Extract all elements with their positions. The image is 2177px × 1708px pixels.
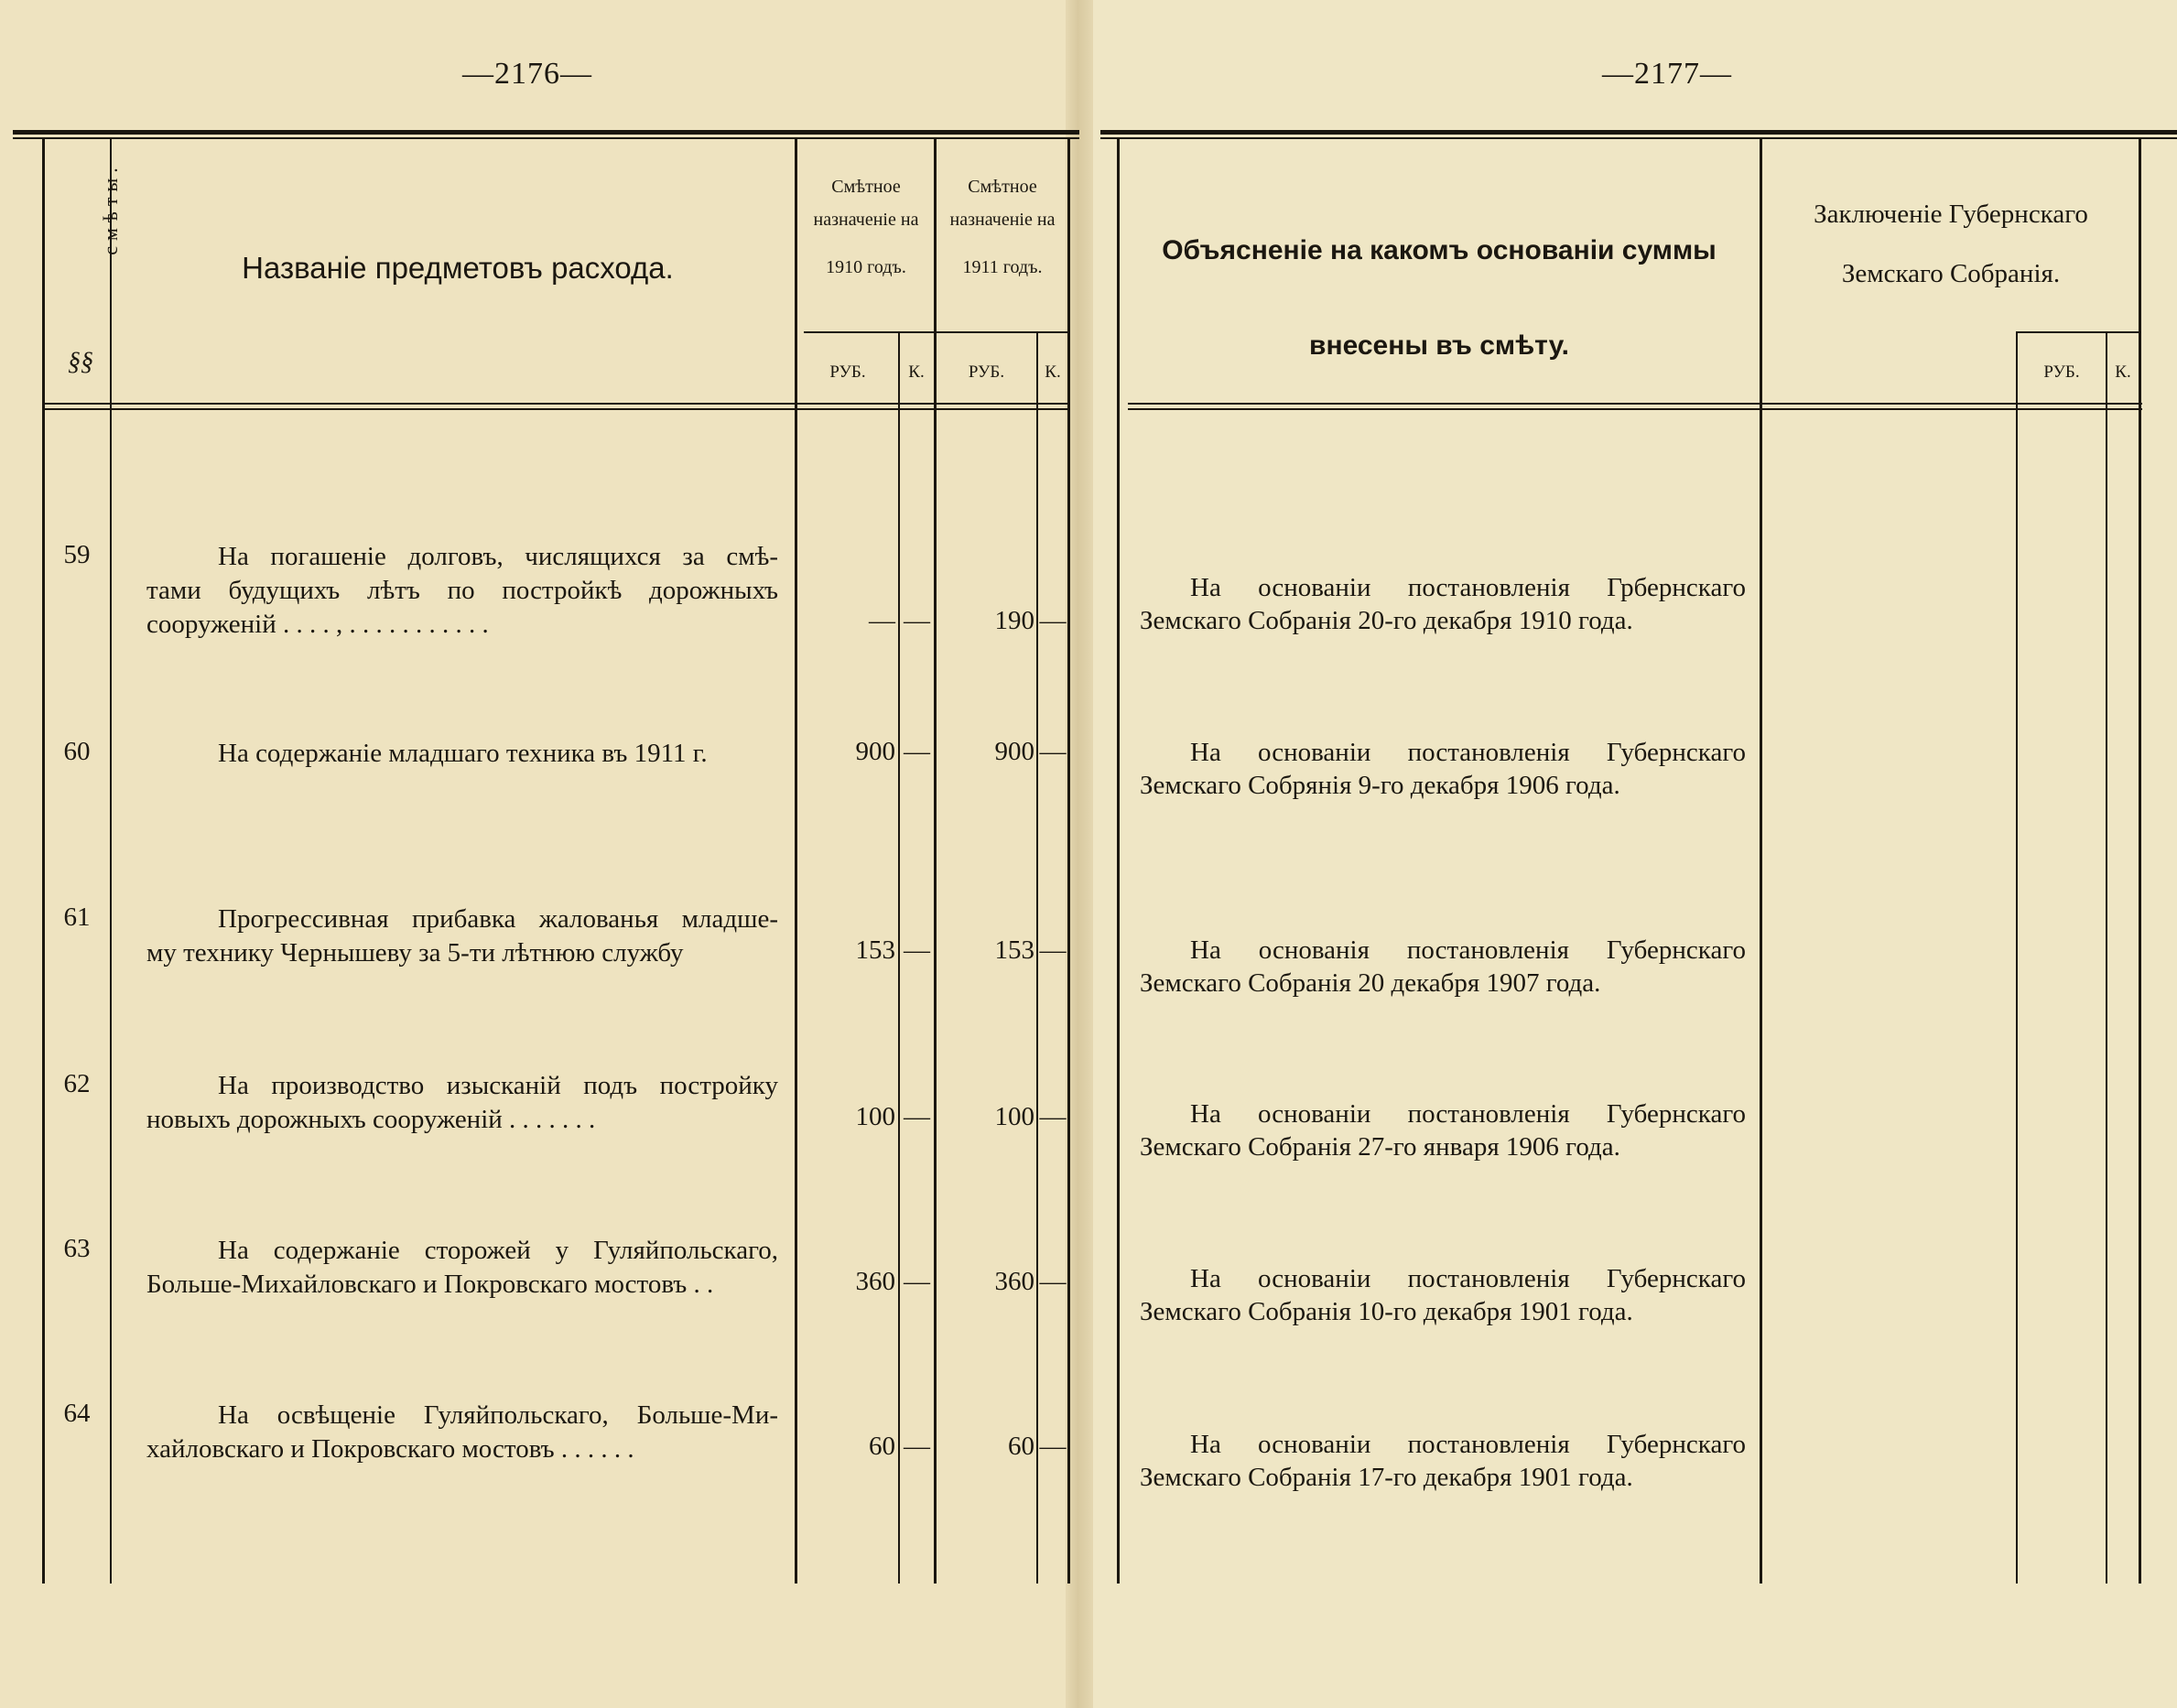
table-top-rule xyxy=(13,130,1079,135)
explanation-line: Земскаго Собранія 10-го декабря 1901 года. xyxy=(1140,1297,1633,1326)
amount-1911-kop: — xyxy=(1039,606,1067,635)
right-col-rule-right xyxy=(2139,137,2141,1584)
right-table-top-rule-thin xyxy=(1100,137,2177,139)
explanation-line: Земскаго Собранія 17-го декабря 1901 года. xyxy=(1140,1463,1633,1492)
amount-1911-kop: — xyxy=(1039,1102,1067,1131)
sections-header: смѣты. xyxy=(98,162,122,255)
conclusion-header: Заключеніе Губернскаго Земскаго Собранія. xyxy=(1814,200,2088,288)
rub-1910-header: РУБ. xyxy=(829,362,866,382)
amount-1911-rub: 900 xyxy=(994,737,1034,766)
row-number: 60 xyxy=(63,737,91,766)
col-rule-name xyxy=(795,137,797,1584)
row-number: 59 xyxy=(63,540,91,569)
row-number: 61 xyxy=(63,903,91,932)
row-description xyxy=(146,1234,778,1302)
right-page-number: —2177— xyxy=(1602,57,1732,91)
conclusion-kop-header: К. xyxy=(2115,362,2131,382)
explanation-header: Объясненіе на какомъ основаніи суммы внесены въ смѣту. xyxy=(1162,235,1717,361)
description-line: На освѣщеніе Гуляйпольскаго, Больше-Ми- xyxy=(218,1400,778,1430)
explanation-line: Земскаго Собрянія 9-го декабря 1906 года. xyxy=(1140,771,1620,800)
amount-1910-kop: — xyxy=(904,606,930,635)
col-1911-header: Смѣтное назначеніе на 1911 годъ. xyxy=(949,177,1056,277)
col-rule-1911 xyxy=(1067,137,1070,1584)
amount-1910-kop: — xyxy=(904,1102,930,1131)
amount-1911-kop: — xyxy=(1039,737,1067,766)
explanation-line: Земскаго Собранія 20 декабря 1907 года. xyxy=(1140,968,1601,998)
amount-1910-rub: 360 xyxy=(855,1267,895,1296)
row-explanation xyxy=(1140,736,1746,802)
kop-1911-header: К. xyxy=(1045,362,1061,382)
amount-1911-rub: 360 xyxy=(994,1267,1034,1296)
description-line: На содержаніе младшаго техника въ 1911 г. xyxy=(218,739,708,768)
header-bottom-rule-2 xyxy=(44,408,1067,410)
amount-1910-kop: — xyxy=(904,1432,930,1461)
row-number: 62 xyxy=(63,1069,91,1098)
row-explanation xyxy=(1140,1262,1746,1328)
description-line: хайловскаго и Покровскаго мостовъ . . . . . . xyxy=(146,1434,634,1464)
amount-1911-rub: 153 xyxy=(994,935,1034,965)
description-line: На содержаніе сторожей у Гуляйпольскаго, xyxy=(218,1236,778,1265)
col-rule-sections xyxy=(110,137,112,1584)
description-line: Прогрессивная прибавка жалованья младше- xyxy=(218,904,778,934)
sections-mark: §§ xyxy=(68,348,93,376)
amount-1911-rub: 100 xyxy=(994,1102,1034,1131)
row-description xyxy=(146,1399,778,1466)
right-col-rule-rub xyxy=(2016,331,2018,1584)
right-subheader-rule xyxy=(2016,331,2140,333)
amount-1910-rub: 60 xyxy=(869,1432,895,1461)
row-explanation xyxy=(1140,934,1746,1000)
right-header-bottom-rule xyxy=(1128,403,2142,405)
row-number: 63 xyxy=(63,1234,91,1263)
name-header: Названіе предметовъ расхода. xyxy=(242,251,674,285)
amount-1911-kop: — xyxy=(1039,935,1067,965)
right-col-rule-left xyxy=(1117,137,1120,1584)
rub-1911-header: РУБ. xyxy=(968,362,1005,382)
explanation-line: На основаніи постановленія Губернскаго xyxy=(1190,738,1746,767)
explanation-line: На основанія постановленія Губернскаго xyxy=(1190,935,1746,965)
explanation-line: На основаніи постановленія Губернскаго xyxy=(1190,1430,1746,1459)
description-line: сооруженій . . . . , . . . . . . . . . . . xyxy=(146,610,489,639)
explanation-line: Земскаго Собранія 20-го декабря 1910 года. xyxy=(1140,606,1633,635)
right-col-rule-kop xyxy=(2106,331,2107,1584)
row-explanation xyxy=(1140,1097,1746,1163)
explanation-line: Земскаго Собранія 27-го января 1906 года. xyxy=(1140,1132,1620,1162)
col-1910-header: Смѣтное назначеніе на 1910 годъ. xyxy=(813,177,919,277)
amount-1910-kop: — xyxy=(904,737,930,766)
description-line: На производство изысканій подъ постройку xyxy=(218,1071,778,1100)
row-description xyxy=(146,1069,778,1137)
right-col-rule-explanation xyxy=(1760,137,1762,1584)
amount-1910-kop: — xyxy=(904,935,930,965)
amount-1910-rub: 100 xyxy=(855,1102,895,1131)
explanation-line: На основаніи постановленія Грбернскаго xyxy=(1190,573,1746,602)
conclusion-rub-header: РУБ. xyxy=(2043,362,2080,382)
left-page-number: —2176— xyxy=(462,57,592,91)
row-description xyxy=(146,540,778,642)
description-line: Больше-Михайловскаго и Покровскаго мостовъ . . xyxy=(146,1270,714,1299)
description-line: му технику Чернышеву за 5-ти лѣтнюю службу xyxy=(146,938,684,968)
kop-1910-header: К. xyxy=(908,362,925,382)
row-explanation xyxy=(1140,571,1746,637)
explanation-line: На основаніи постановленія Губернскаго xyxy=(1190,1099,1746,1129)
row-number: 64 xyxy=(63,1399,91,1428)
table-top-rule-thin xyxy=(13,137,1079,139)
explanation-line: На основаніи постановленія Губернскаго xyxy=(1190,1264,1746,1293)
row-explanation xyxy=(1140,1428,1746,1494)
right-header-bottom-rule-2 xyxy=(1128,408,2142,410)
amount-1911-rub: 60 xyxy=(1008,1432,1034,1461)
description-line: тами будущихъ лѣтъ по постройкѣ дорожныхъ xyxy=(146,576,778,605)
amount-1911-kop: — xyxy=(1039,1432,1067,1461)
row-description xyxy=(146,903,778,970)
right-table-top-rule xyxy=(1100,130,2177,135)
description-line: новыхъ дорожныхъ сооруженій . . . . . . . xyxy=(146,1105,596,1134)
amount-1911-kop: — xyxy=(1039,1267,1067,1296)
row-description xyxy=(146,737,778,771)
col-rule-left xyxy=(42,137,45,1584)
header-bottom-rule xyxy=(44,403,1067,405)
col-rule-1910 xyxy=(934,137,937,1584)
amount-1910-kop: — xyxy=(904,1267,930,1296)
amount-1910-rub: 900 xyxy=(855,737,895,766)
amount-1910-rub: — xyxy=(869,606,895,635)
amount-1911-rub: 190 xyxy=(994,606,1034,635)
amount-1910-rub: 153 xyxy=(855,935,895,965)
description-line: На погашеніе долговъ, числящихся за смѣ- xyxy=(218,542,778,571)
